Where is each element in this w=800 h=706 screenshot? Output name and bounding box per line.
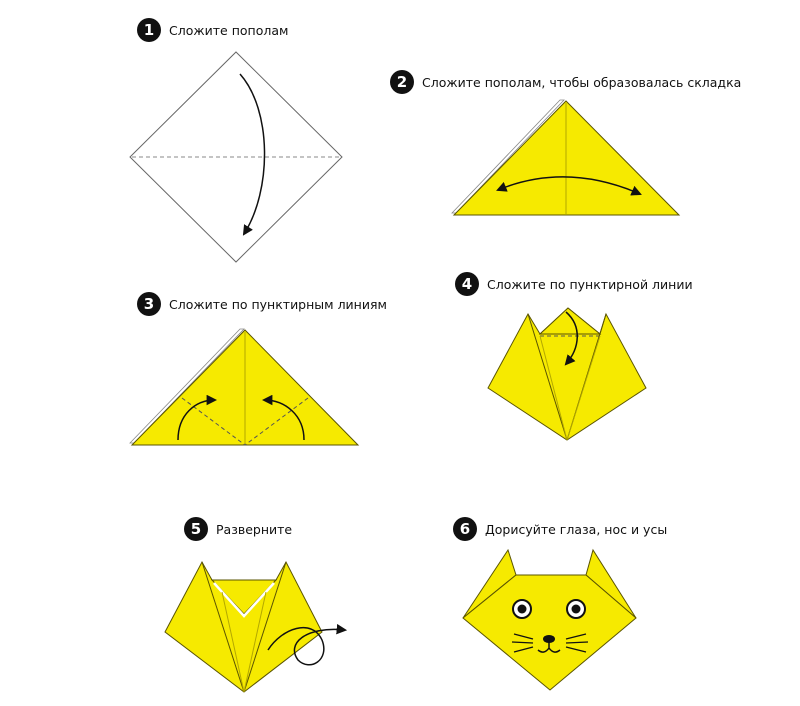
cat-right-eye xyxy=(567,600,585,618)
step-5-instruction: Разверните xyxy=(216,521,293,537)
step-4-number-badge: 4 xyxy=(455,272,479,296)
top-flap xyxy=(540,308,600,334)
step-4-figure xyxy=(488,308,646,440)
step-2-instruction: Сложите пополам, чтобы образовалась складка xyxy=(422,74,742,90)
step-5-figure xyxy=(165,562,345,692)
step-1-figure xyxy=(130,52,342,262)
cat-nose xyxy=(543,635,555,643)
step-1-number-badge: 1 xyxy=(137,18,161,42)
step-6-figure xyxy=(463,550,636,690)
step-2-figure xyxy=(452,100,679,215)
step-4-instruction: Сложите по пунктирной линии xyxy=(487,276,693,292)
step-5-number-badge: 5 xyxy=(184,517,208,541)
cat-left-eye xyxy=(513,600,531,618)
step-6-instruction: Дорисуйте глаза, нос и усы xyxy=(485,521,668,537)
step-3-figure xyxy=(130,329,358,445)
step-3-instruction: Сложите по пунктирным линиям xyxy=(169,296,387,312)
step-1-instruction: Сложите пополам xyxy=(169,22,289,38)
step-2-number-badge: 2 xyxy=(390,70,414,94)
step-6-number-badge: 6 xyxy=(453,517,477,541)
step-3-number-badge: 3 xyxy=(137,292,161,316)
